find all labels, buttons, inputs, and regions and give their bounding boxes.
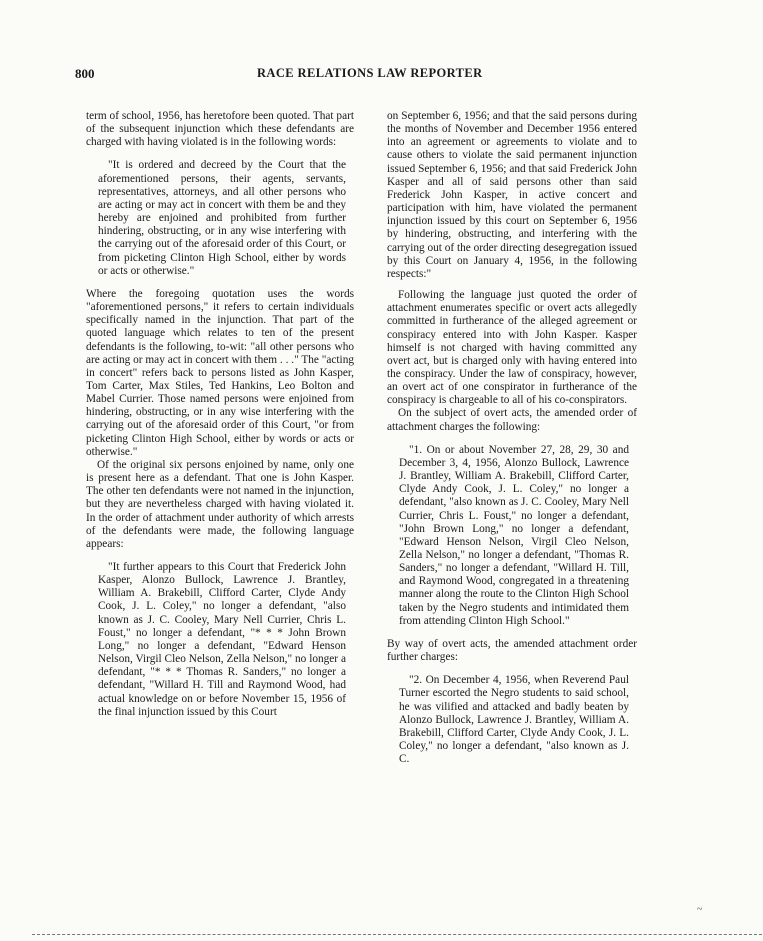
quote-text: "2. On December 4, 1956, when Reverend Paul Turner escorted the Negro students to said school, he was vilified and attacked and badly beaten by Alonzo Bullock, Lawrence J. Brantley, William A. Brakebill, Clifford Carter, Clyde Andy Cook, J. L. Coley," no longer a defendant, "also known as J. C. (399, 674, 629, 766)
paragraph: Of the original six persons enjoined by name, only one is present here as a defendant. That one is John Kasper. The other ten defendants were not named in the injunction, but they are nevertheless charged with having violated it. In the order of attachment under authority of which arrests of the defendants were made, the following language appears: (86, 458, 354, 550)
page-bottom-rule (32, 934, 763, 935)
left-column (86, 110, 354, 729)
page-header (0, 66, 763, 82)
right-column (387, 110, 637, 776)
paragraph: term of school, 1956, has heretofore been quoted. That part of the subsequent injunction which these defendants are charged with having violated is in the following words: (86, 110, 354, 149)
quote-text: "It is ordered and decreed by the Court that the aforementioned persons, their agents, servants, representatives, attorneys, and all other persons who are acting or may act in concert with them be and they hereby are enjoined and prohibited from further hindering, obstructing, or in any wise interfering with the carrying out of the aforesaid order of this Court, or from picketing Clinton High School, either by words or acts or otherwise." (98, 159, 346, 277)
block-quote (399, 444, 629, 628)
quote-text: "It further appears to this Court that Frederick John Kasper, Alonzo Bullock, Lawrence J. Brantley, William A. Brakebill, Clifford Carter, Clyde Andy Cook, J. L. Coley," no longer a defendant, "also known as J. C. Cooley, Mary Nell Currier, Chris L. Foust," no longer a defendant, "* * * John Brown Long," no longer a defendant, "Edward Henson Nelson, Virgil Cleo Nelson, Zella Nelson," no longer a defendant, "* * * Thomas R. Sanders," no longer a defendant, "Willard H. Till and Raymond Wood, had actual knowledge on or before November 15, 1956 of the final injunction issued by this Court (98, 561, 346, 718)
paragraph: By way of overt acts, the amended attachment order further charges: (387, 637, 637, 664)
page-number: 800 (75, 66, 95, 81)
paragraph: Following the language just quoted the order of attachment enumerates specific or overt acts allegedly committed in furtherance of the alleged agreement or conspiracy entered into with John Kasper. Kasper himself is not charged with having committed any overt act, but is charged only with having entered into the conspiracy. Under the law of conspiracy, however, an overt act of one conspirator in furtherance of the conspiracy is chargeable to all of his co-conspirators. (387, 289, 637, 407)
scan-mark: ~ (697, 904, 703, 915)
block-quote (98, 561, 346, 719)
block-quote (98, 159, 346, 277)
paragraph: Where the foregoing quotation uses the words "aforementioned persons," it refers to certain individuals specifically named in the injunction. That part of the quoted language which relates to ten of the present defendants is the following, to-wit: "all other persons who are acting or may act in concert with them . . ." The "acting in concert" refers back to persons listed as John Kasper, Tom Carter, Max Stiles, Ted Hankins, Leo Bolton and Mabel Currier. Those named persons were enjoined from hindering, obstructing, or in any wise interfering with the carrying out of the aforesaid order of this Court, "or from picketing Clinton High School, either by words or acts or otherwise." (86, 287, 354, 458)
running-title: RACE RELATIONS LAW REPORTER (257, 66, 483, 80)
paragraph: on September 6, 1956; and that the said persons during the months of November and December 1956 entered into an agreement or agreements to violate and to cause others to violate the said permanent injunction issued September 6, 1956; and that said Frederick John Kasper and all of said persons other than said Frederick John Kasper, in active concert and participation with him, have violated the permanent injunction issued by this court on September 6, 1956 by hindering, obstructing, and interfering with the carrying out of the order directing desegregation issued by this Court on January 4, 1956, in the following respects:" (387, 110, 638, 280)
block-quote (399, 674, 629, 766)
paragraph: On the subject of overt acts, the amended order of attachment charges the following: (387, 407, 637, 433)
quote-text: "1. On or about November 27, 28, 29, 30 and December 3, 4, 1956, Alonzo Bullock, Lawrence J. Brantley, William A. Brakebill, Clifford Carter, Clyde Andy Cook, J. L. Coley," no longer a defendant, "also known as J. C. Cooley, Mary Nell Currier, Chris L. Foust," no longer a defendant, "John Brown Long," no longer a defendant, "Edward Henson Nelson, Virgil Cleo Nelson, Zella Nelson," no longer a defendant, "Thomas R. Sanders," no longer a defendant, "Willard H. Till, and Raymond Wood, congregated in a threatening manner along the route to the Clinton High School taken by the Negro students and intimidated them from attending Clinton High School." (399, 443, 629, 627)
